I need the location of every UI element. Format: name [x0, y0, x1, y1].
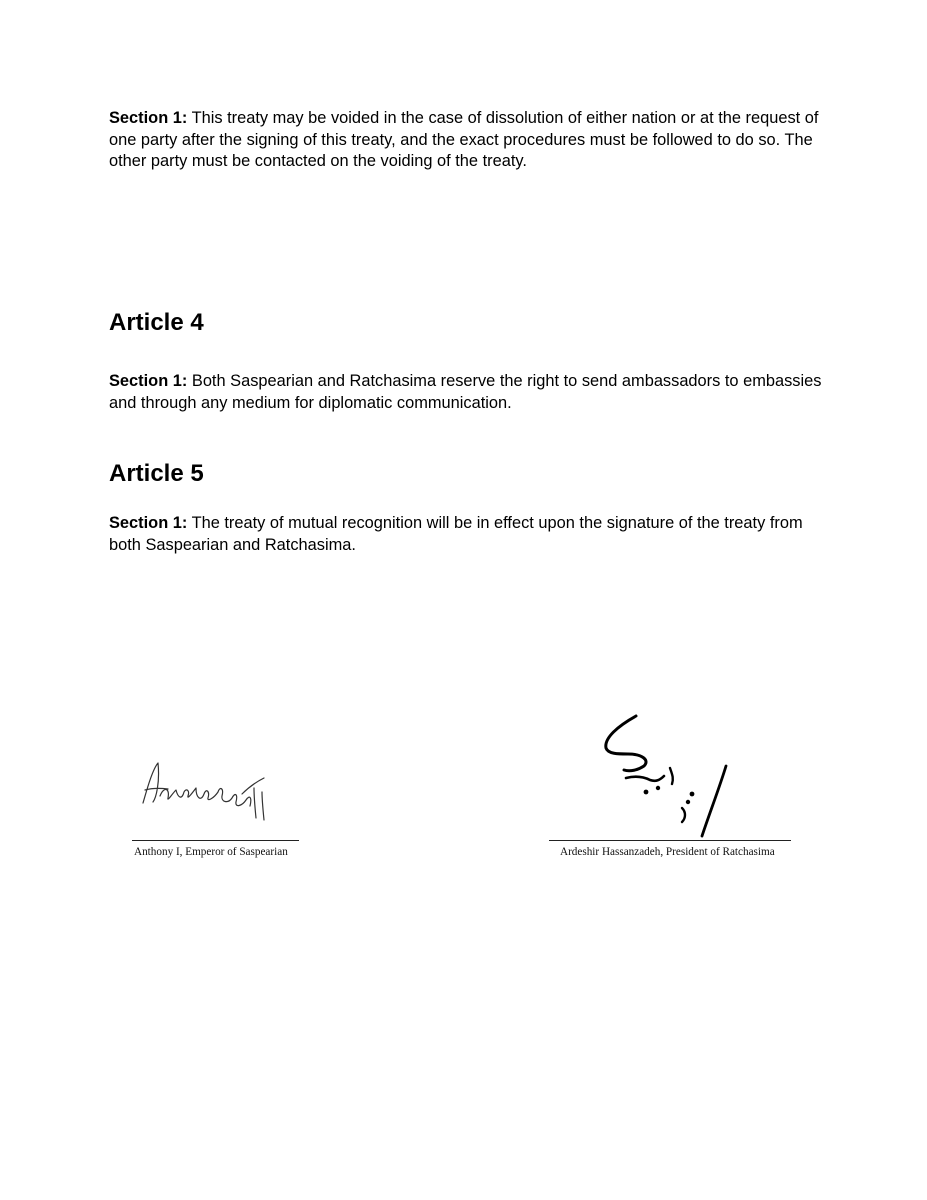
article3-section1-paragraph — [109, 108, 829, 173]
left-signature-line — [132, 840, 299, 841]
article4-section1-paragraph — [109, 371, 829, 414]
section-label: Section 1: — [109, 372, 188, 390]
article5-heading: Article 5 — [109, 460, 204, 487]
article5-section1-paragraph — [109, 513, 829, 556]
right-signature-image — [598, 712, 738, 842]
section-text: Both Saspearian and Ratchasima reserve the right to send ambassadors to embassies and through any medium for diplomatic communication. — [109, 372, 822, 412]
right-signature-line — [549, 840, 791, 841]
section-label: Section 1: — [109, 109, 188, 127]
article4-heading: Article 4 — [109, 309, 204, 336]
right-signature-caption: Ardeshir Hassanzadeh, President of Ratchasima — [560, 846, 775, 858]
section-label: Section 1: — [109, 514, 188, 532]
section-text: The treaty of mutual recognition will be in effect upon the signature of the treaty from both Saspearian and Ratchasima. — [109, 514, 803, 554]
left-signature-caption: Anthony I, Emperor of Saspearian — [134, 846, 288, 858]
left-signature-image — [138, 758, 288, 828]
section-text: This treaty may be voided in the case of dissolution of either nation or at the request of one party after the signing of this treaty, and the exact procedures must be followed to do so. The other party must be contacted on the voiding of the treaty. — [109, 109, 819, 171]
